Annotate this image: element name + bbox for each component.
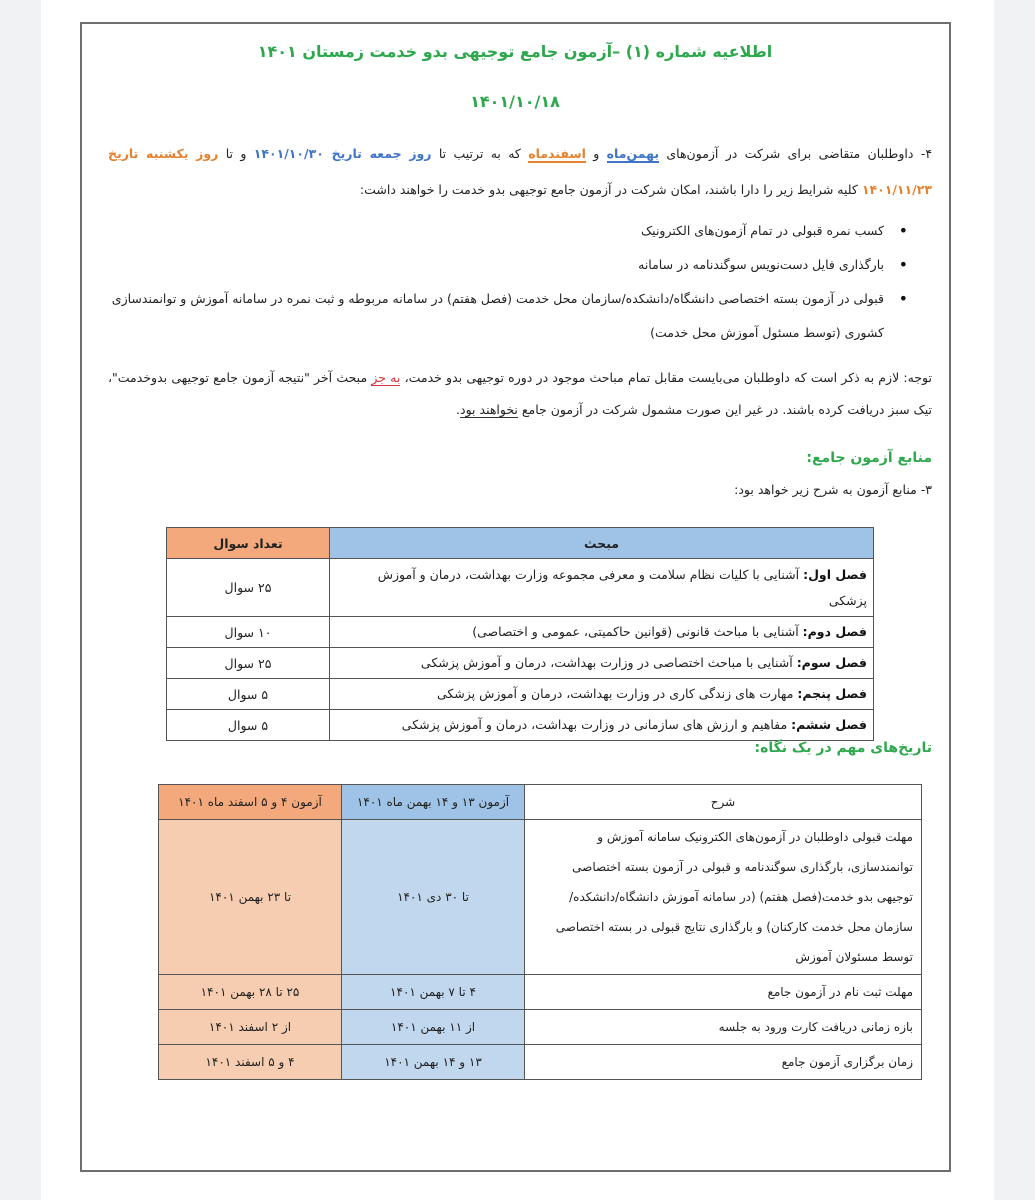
esfand-date-cell: از ۲ اسفند ۱۴۰۱ (159, 1010, 342, 1045)
friday-deadline: روز جمعه تاریخ ۱۴۰۱/۱۰/۳۰ (253, 146, 432, 161)
bahman-date-cell: ۱۳ و ۱۴ بهمن ۱۴۰۱ (342, 1045, 525, 1080)
paragraph-text: کلیه شرایط زیر را دارا باشند، امکان شرکت در آزمون جامع توجیهی بدو خدمت را خواهند داشت: (359, 182, 862, 197)
dates-heading: تاریخ‌های مهم در یک نگاه: (754, 740, 932, 756)
table-row (167, 648, 874, 679)
paragraph-text: که به ترتیب تا (431, 146, 529, 161)
bahman-date-cell: ۴ تا ۷ بهمن ۱۴۰۱ (342, 975, 525, 1010)
dates-table (158, 784, 922, 1080)
table-row (167, 559, 874, 617)
note-text: توجه: لازم به ذکر است که داوطلبان می‌بایست مقابل تمام مباحث موجود در دوره توجیهی بدو خدمت، (400, 370, 932, 385)
table-row (167, 710, 874, 741)
announcement-title: اطلاعیه شماره (۱) –آزمون جامع توجیهی بدو خدمت زمستان ۱۴۰۱ (257, 42, 773, 61)
topic-cell (330, 617, 874, 648)
chapter-label: فصل پنجم: (797, 686, 867, 701)
condition-item: • بارگذاری فایل دست‌نویس سوگندنامه در سامانه (108, 248, 908, 282)
table-row (159, 975, 922, 1010)
paragraph-text: و (585, 146, 607, 161)
announcement-date: ۱۴۰۱/۱۰/۱۸ (470, 92, 560, 111)
table-header-row (167, 528, 874, 559)
count-cell: ۵ سوال (167, 679, 330, 710)
esfand-date-cell: ۲۵ تا ۲۸ بهمن ۱۴۰۱ (159, 975, 342, 1010)
desc-cell: بازه زمانی دریافت کارت ورود به جلسه (525, 1010, 922, 1045)
sources-table (166, 527, 874, 741)
topic-cell (330, 679, 874, 710)
topic-cell (330, 559, 874, 617)
count-cell: ۲۵ سوال (167, 559, 330, 617)
except-emphasis: به جز (371, 370, 401, 385)
header-topic: مبحث (330, 528, 874, 559)
topic-text: مفاهیم و ارزش های سازمانی در وزارت بهداشت، درمان و آموزش پزشکی (401, 717, 792, 732)
table-row (159, 1010, 922, 1045)
topic-text: آشنایی با کلیات نظام سلامت و معرفی مجموعه وزارت بهداشت، درمان و آموزش پزشکی (377, 566, 867, 608)
count-cell: ۵ سوال (167, 710, 330, 741)
bahman-date-cell: تا ۳۰ دی ۱۴۰۱ (342, 820, 525, 975)
esfand-link: اسفندماه (528, 146, 586, 161)
conditions-list (108, 214, 908, 350)
table-row (159, 1045, 922, 1080)
topic-text: مهارت های زندگی کاری در وزارت بهداشت، درمان و آموزش پزشکی (436, 686, 798, 701)
note-text: . (456, 402, 461, 417)
bahman-date-cell: از ۱۱ بهمن ۱۴۰۱ (342, 1010, 525, 1045)
chapter-label: فصل ششم: (791, 717, 867, 732)
header-bahman-exam: آزمون ۱۳ و ۱۴ بهمن ماه ۱۴۰۱ (342, 785, 525, 820)
viewer-margin-right (994, 0, 1035, 1200)
paragraph-4 (108, 136, 932, 208)
esfand-date-cell: ۴ و ۵ اسفند ۱۴۰۱ (159, 1045, 342, 1080)
topic-cell (330, 710, 874, 741)
sources-intro: ۳- منابع آزمون به شرح زیر خواهد بود: (734, 482, 932, 497)
esfand-date-cell: تا ۲۳ بهمن ۱۴۰۱ (159, 820, 342, 975)
condition-item: • قبولی در آزمون بسته اختصاصی دانشگاه/دانشکده/سازمان محل خدمت (فصل هفتم) در سامانه مربوطه و ثبت نمره در سامانه آموزش و توانمندسازی کشوری (توسط مسئول آموزش محل خدمت) (108, 282, 908, 350)
topic-text: آشنایی با مباحث قانونی (قوانین حاکمیتی، عمومی و اختصاصی) (472, 624, 803, 639)
paragraph-text: و تا (218, 146, 254, 161)
count-cell: ۱۰ سوال (167, 617, 330, 648)
not-will-emphasis: نخواهند بود (460, 402, 518, 417)
table-row (159, 820, 922, 975)
desc-cell: مهلت ثبت نام در آزمون جامع (525, 975, 922, 1010)
bahman-link: بهمن‌ماه (606, 146, 660, 161)
header-esfand-exam: آزمون ۴ و ۵ اسفند ماه ۱۴۰۱ (159, 785, 342, 820)
sunday-deadline: روز یکشنبه تاریخ ۱۴۰۱/۱۱/۲۳ (108, 146, 932, 197)
header-count: تعداد سوال (167, 528, 330, 559)
viewer-margin-left (0, 0, 41, 1200)
paragraph-text: ۴- داوطلبان متقاضی برای شرکت در آزمون‌های (659, 146, 933, 161)
note-paragraph (108, 362, 932, 426)
chapter-label: فصل دوم: (802, 624, 867, 639)
topic-text: آشنایی با مباحث اختصاصی در وزارت بهداشت، درمان و آموزش پزشکی (420, 655, 797, 670)
note-text: مبحث آخر "نتیجه آزمون جامع توجیهی بدوخدمت"، تیک سبز دریافت کرده باشند. در غیر این صورت مشمول شرکت در آزمون جامع (108, 370, 932, 417)
table-row (167, 679, 874, 710)
table-header-row (159, 785, 922, 820)
desc-cell: زمان برگزاری آزمون جامع (525, 1045, 922, 1080)
chapter-label: فصل سوم: (796, 655, 867, 670)
table-row (167, 617, 874, 648)
condition-item: • کسب نمره قبولی در تمام آزمون‌های الکترونیک (108, 214, 908, 248)
sources-heading: منابع آزمون جامع: (806, 450, 932, 466)
chapter-label: فصل اول: (803, 566, 867, 582)
header-desc: شرح (525, 785, 922, 820)
desc-cell: مهلت قبولی داوطلبان در آزمون‌های الکترونیک سامانه آموزش و توانمندسازی، بارگذاری سوگندنامه و قبولی در آزمون بسته اختصاصی توجیهی بدو خدمت(فصل هفتم) (در سامانه آموزش دانشگاه/دانشکده/سازمان محل خدمت کارکنان) و بارگذاری نتایج قبولی در بسته اختصاصی توسط مسئولان آموزش (525, 820, 922, 975)
topic-cell (330, 648, 874, 679)
count-cell: ۲۵ سوال (167, 648, 330, 679)
